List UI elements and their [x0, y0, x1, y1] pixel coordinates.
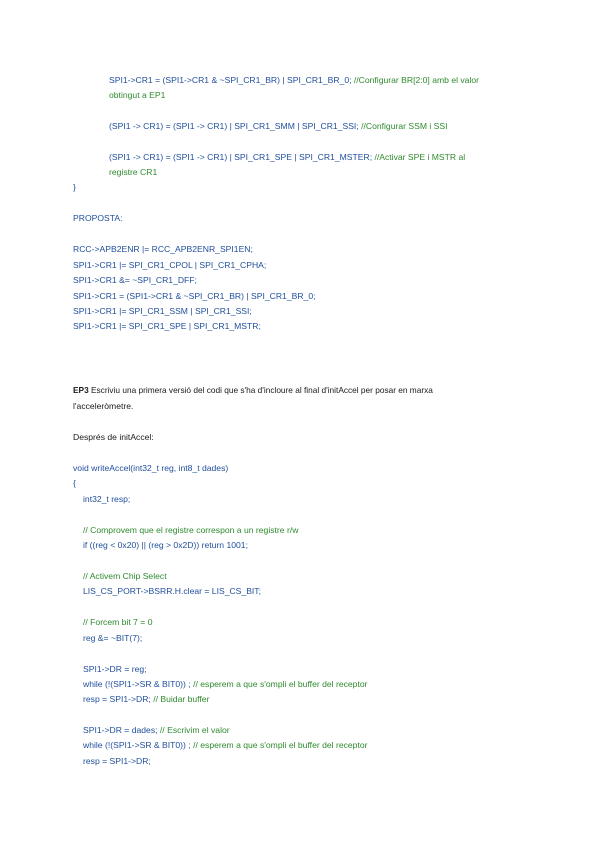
proposta-line: RCC->APB2ENR |= RCC_APB2ENR_SPI1EN;: [73, 244, 253, 254]
proposta-line: SPI1->CR1 |= SPI_CR1_SPE | SPI_CR1_MSTR;: [73, 321, 261, 331]
after-initaccel: Després de initAccel:: [73, 432, 154, 442]
proposta-line: SPI1->CR1 = (SPI1->CR1 & ~SPI_CR1_BR) | SPI_CR1_BR_0;: [73, 291, 316, 301]
function-signature: void writeAccel(int32_t reg, int8_t dades): [73, 463, 229, 473]
code-text: SPI1->DR = dades;: [83, 725, 160, 735]
code-text: SPI1->CR1 = (SPI1->CR1 & ~SPI_CR1_BR) | SPI_CR1_BR_0;: [109, 75, 354, 85]
code-text: (SPI1 -> CR1) = (SPI1 -> CR1) | SPI_CR1_SPE | SPI_CR1_MSTER;: [109, 152, 375, 162]
code-comment-line: // Forcem bit 7 = 0: [83, 617, 153, 627]
ep3-question-cont: l'acceleròmetre.: [73, 401, 134, 411]
code-line-ssm: [109, 121, 448, 132]
code-comment: //Configurar SSM i SSI: [361, 121, 448, 131]
ep3-question-text: Escriviu una primera versió del codi que s'ha d'incloure al final d'initAccel per posar en marxa: [88, 385, 433, 395]
code-line: SPI1->DR = reg;: [83, 664, 147, 674]
code-line: [83, 740, 367, 751]
code-comment-line: // Comprovem que el registre correspon a un registre r/w: [83, 525, 299, 535]
code-line-br: [109, 75, 479, 86]
code-line: [83, 694, 209, 705]
proposta-line: SPI1->CR1 |= SPI_CR1_CPOL | SPI_CR1_CPHA;: [73, 260, 267, 270]
code-comment: //Activar SPE i MSTR al: [374, 152, 466, 162]
code-line: resp = SPI1->DR;: [83, 756, 151, 766]
code-text: (SPI1 -> CR1) = (SPI1 -> CR1) | SPI_CR1_SMM | SPI_CR1_SSI;: [109, 121, 362, 131]
open-brace: {: [73, 478, 76, 488]
code-comment: // esperem a que s'ompli el buffer del receptor: [193, 679, 368, 689]
code-line: if ((reg < 0x20) || (reg > 0x2D)) return 1001;: [83, 540, 248, 550]
code-comment: // Escrivim el valor: [159, 725, 230, 735]
code-comment: // Buidar buffer: [153, 694, 210, 704]
proposta-line: SPI1->CR1 |= SPI_CR1_SSM | SPI_CR1_SSI;: [73, 306, 252, 316]
ep3-label: EP3: [73, 385, 89, 395]
ep3-question: [73, 385, 433, 396]
close-brace: }: [73, 182, 76, 192]
proposta-heading: PROPOSTA:: [73, 213, 123, 223]
code-line: reg &= ~BIT(7);: [83, 633, 143, 643]
code-text: while (!(SPI1->SR & BIT0)) ;: [83, 679, 194, 689]
code-line: [83, 725, 230, 736]
proposta-line: SPI1->CR1 &= ~SPI_CR1_DFF;: [73, 275, 197, 285]
code-comment: //Configurar BR[2:0] amb el valor: [353, 75, 480, 85]
code-text: while (!(SPI1->SR & BIT0)) ;: [83, 740, 194, 750]
code-line: LIS_CS_PORT->BSRR.H.clear = LIS_CS_BIT;: [83, 586, 261, 596]
code-line: [83, 679, 367, 690]
code-text: resp = SPI1->DR;: [83, 694, 154, 704]
code-line-spe: [109, 152, 465, 163]
code-comment-line: // Activem Chip Select: [83, 571, 167, 581]
code-comment-line: registre CR1: [109, 167, 158, 177]
code-comment: // esperem a que s'ompli el buffer del receptor: [193, 740, 368, 750]
code-line: int32_t resp;: [83, 494, 131, 504]
code-comment-line: obtingut a EP1: [109, 90, 166, 100]
